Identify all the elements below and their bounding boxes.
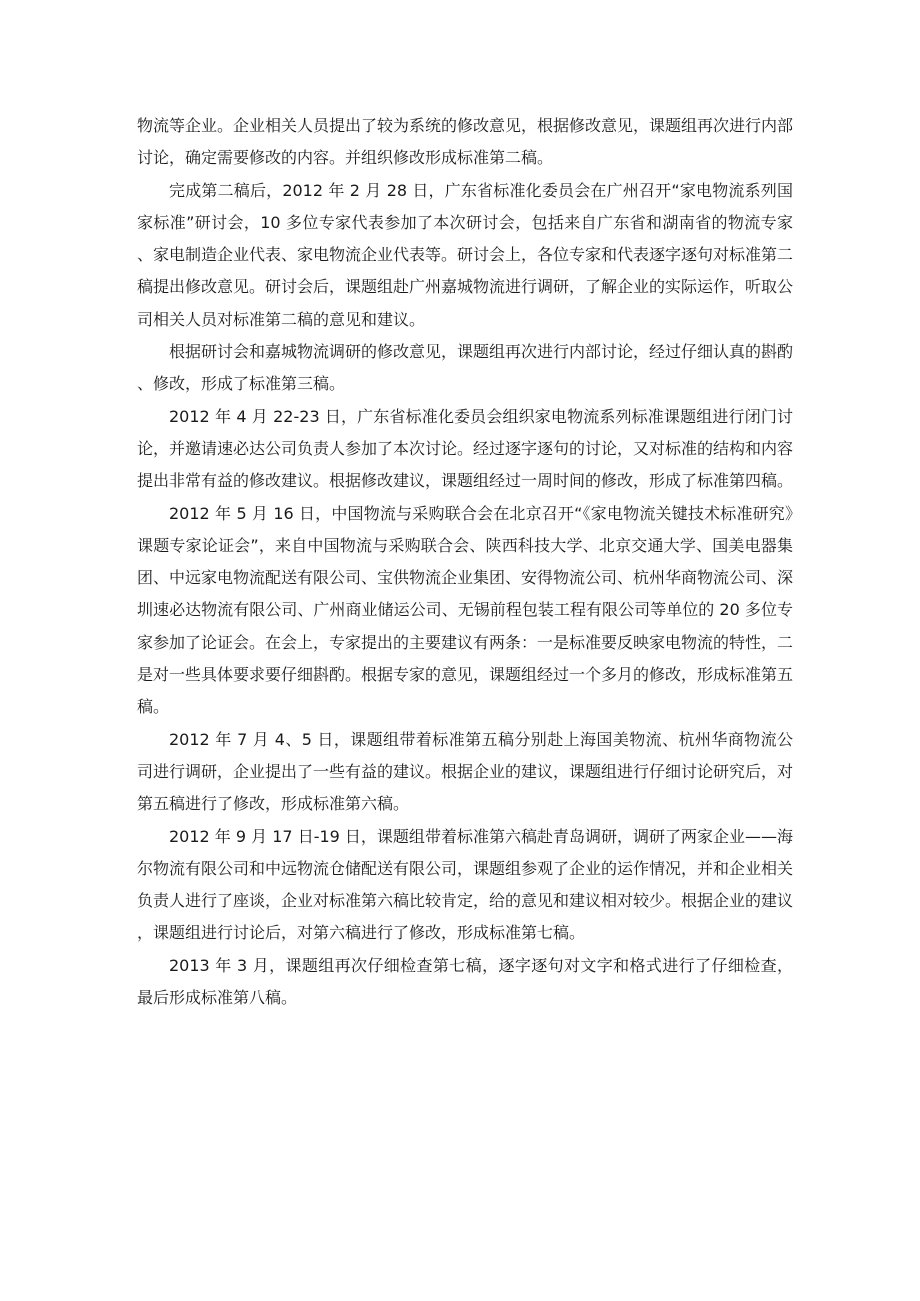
paragraph-5: 2012 年 5 月 16 日，中国物流与采购联合会在北京召开“《家电物流关键技术标准研究》课题专家论证会”，来自中国物流与采购联合会、陕西科技大学、北京交通大学、国美电器集团、中远家电物流配送有限公司、宝供物流企业集团、安得物流公司、杭州华商物流公司、深圳速必达物流有限公司、广州商业储运公司、无锡前程包装工程有限公司等单位的 20 多位专家参加了论证会。在会上，专家提出的主要建议有两条：一是标准要反映家电物流的特性，二是对一些具体要求要仔细斟酌。根据专家的意见，课题组经过一个多月的修改，形成标准第五稿。 — [137, 503, 794, 717]
paragraph-3: 根据研讨会和嘉城物流调研的修改意见，课题组再次进行内部讨论，经过仔细认真的斟酌、修改，形成了标准第三稿。 — [137, 342, 794, 394]
paragraph-6: 2012 年 7 月 4、5 日，课题组带着标准第五稿分别赴上海国美物流、杭州华商物流公司进行调研，企业提出了一些有益的建议。根据企业的建议，课题组进行仔细讨论研究后，对第五稿进行了修改，形成标准第六稿。 — [137, 729, 794, 814]
paragraph-7: 2012 年 9 月 17 日-19 日，课题组带着标准第六稿赴青岛调研，调研了两家企业——海尔物流有限公司和中远物流仓储配送有限公司，课题组参观了企业的运作情况，并和企业相关负责人进行了座谈，企业对标准第六稿比较肯定，给的意见和建议相对较少。根据企业的建议，课题组进行讨论后，对第六稿进行了修改，形成标准第七稿。 — [137, 826, 794, 943]
paragraph-1: 物流等企业。企业相关人员提出了较为系统的修改意见，根据修改意见，课题组再次进行内部讨论，确定需要修改的内容。并组织修改形成标准第二稿。 — [137, 116, 794, 168]
body-text — [137, 110, 793, 1014]
paragraph-8: 2013 年 3 月，课题组再次仔细检查第七稿，逐字逐句对文字和格式进行了仔细检查，最后形成标准第八稿。 — [137, 955, 793, 1008]
paragraph-4: 2012 年 4 月 22-23 日，广东省标准化委员会组织家电物流系列标准课题组进行闭门讨论，并邀请速必达公司负责人参加了本次讨论。经过逐字逐句的讨论，又对标准的结构和内容提出非常有益的修改建议。根据修改建议，课题组经过一周时间的修改，形成了标准第四稿。 — [137, 406, 794, 491]
paragraph-2: 完成第二稿后，2012 年 2 月 28 日，广东省标准化委员会在广州召开“家电物流系列国家标准”研讨会，10 多位专家代表参加了本次研讨会，包括来自广东省和湖南省的物流专家、家电制造企业代表、家电物流企业代表等。研讨会上，各位专家和代表逐字逐句对标准第二稿提出修改意见。研讨会后，课题组赴广州嘉城物流进行调研，了解企业的实际运作，听取公司相关人员对标准第二稿的意见和建议。 — [137, 180, 794, 329]
